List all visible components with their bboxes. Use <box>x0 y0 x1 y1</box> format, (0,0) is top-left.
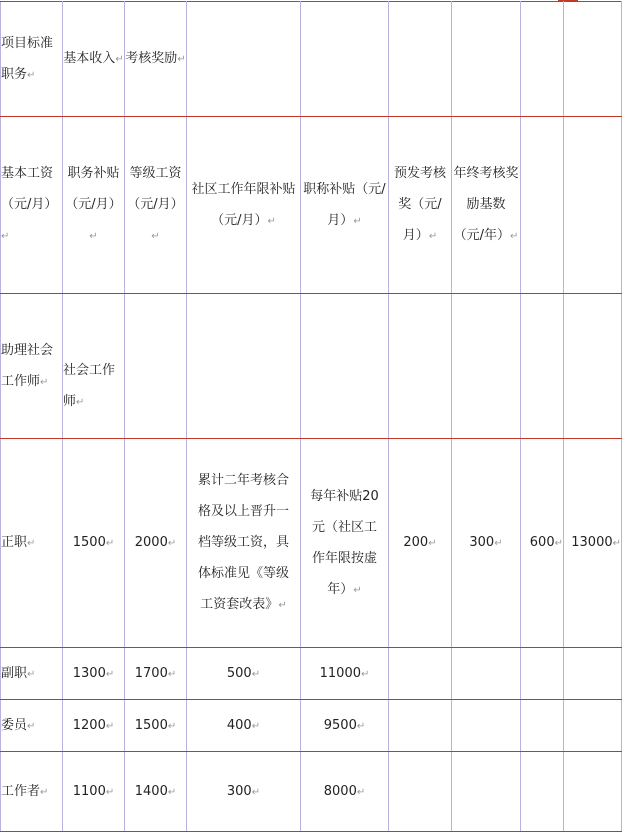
table-cell: 项目标准职务↵ <box>1 2 63 117</box>
table-cell <box>564 117 622 294</box>
table-cell: 社会工作师↵ <box>63 294 125 439</box>
table-cell <box>452 294 521 439</box>
table-cell <box>521 117 564 294</box>
table-cell: 1100↵ <box>63 752 125 832</box>
table-cell: 300↵ <box>187 752 301 832</box>
table-cell <box>521 2 564 117</box>
table-cell <box>564 648 622 700</box>
table-cell: 年终考核奖励基数（元/年）↵ <box>452 117 521 294</box>
table-cell: 委员↵ <box>1 700 63 752</box>
table-cell: 累计二年考核合格及以上晋升一档等级工资，具体标准见《等级工资套改表》↵ <box>187 439 301 648</box>
table-cell <box>187 2 301 117</box>
table-cell: 等级工资（元/月）↵ <box>125 117 187 294</box>
table-cell <box>452 2 521 117</box>
table-cell <box>564 700 622 752</box>
table-cell <box>301 2 389 117</box>
table-cell <box>389 648 452 700</box>
table-cell <box>452 648 521 700</box>
table-cell: 考核奖励↵ <box>125 2 187 117</box>
table-cell: 预发考核奖（元/月）↵ <box>389 117 452 294</box>
table-cell <box>301 294 389 439</box>
table-cell: 社区工作年限补贴（元/月）↵ <box>187 117 301 294</box>
table-cell: 1200↵ <box>63 700 125 752</box>
table-cell: 300↵ <box>452 439 521 648</box>
table-cell <box>452 752 521 832</box>
table-cell: 1500↵ <box>63 439 125 648</box>
table-cell: 1300↵ <box>63 648 125 700</box>
table-row <box>1 2 622 117</box>
table-cell <box>187 294 301 439</box>
table-cell <box>521 294 564 439</box>
table-cell <box>389 294 452 439</box>
table-row <box>1 294 622 439</box>
table-row <box>1 648 622 700</box>
table-cell: 职称补贴（元/月）↵ <box>301 117 389 294</box>
table-row <box>1 439 622 648</box>
table-cell: 11000↵ <box>301 648 389 700</box>
table-cell: 职务补贴（元/月）↵ <box>63 117 125 294</box>
table-row <box>1 700 622 752</box>
table-cell <box>389 752 452 832</box>
table-cell: 正职↵ <box>1 439 63 648</box>
table-cell: 200↵ <box>389 439 452 648</box>
table-cell: 9500↵ <box>301 700 389 752</box>
table-row <box>1 752 622 832</box>
table-cell: 助理社会工作师↵ <box>1 294 63 439</box>
table-cell <box>521 700 564 752</box>
table-cell: 400↵ <box>187 700 301 752</box>
table-cell <box>452 700 521 752</box>
table-cell <box>389 2 452 117</box>
table-cell: 1700↵ <box>125 648 187 700</box>
table-cell: 2000↵ <box>125 439 187 648</box>
table-cell: 13000↵ <box>564 439 622 648</box>
table-cell: 基本工资（元/月）↵ <box>1 117 63 294</box>
table-row <box>1 117 622 294</box>
table-cell: 1400↵ <box>125 752 187 832</box>
table-cell <box>521 648 564 700</box>
table-cell: 1500↵ <box>125 700 187 752</box>
table-cell: 500↵ <box>187 648 301 700</box>
table-cell <box>389 700 452 752</box>
table-cell <box>564 294 622 439</box>
table-cell: 每年补贴20元（社区工作年限按虚年）↵ <box>301 439 389 648</box>
table-cell <box>521 752 564 832</box>
table-cell: 600↵ <box>521 439 564 648</box>
table-cell: 8000↵ <box>301 752 389 832</box>
table-cell: 基本收入↵ <box>63 2 125 117</box>
table-cell: 工作者↵ <box>1 752 63 832</box>
table-cell <box>564 752 622 832</box>
table-cell <box>125 294 187 439</box>
table-cell: 副职↵ <box>1 648 63 700</box>
salary-standard-table <box>0 1 622 832</box>
table-cell <box>564 2 622 117</box>
